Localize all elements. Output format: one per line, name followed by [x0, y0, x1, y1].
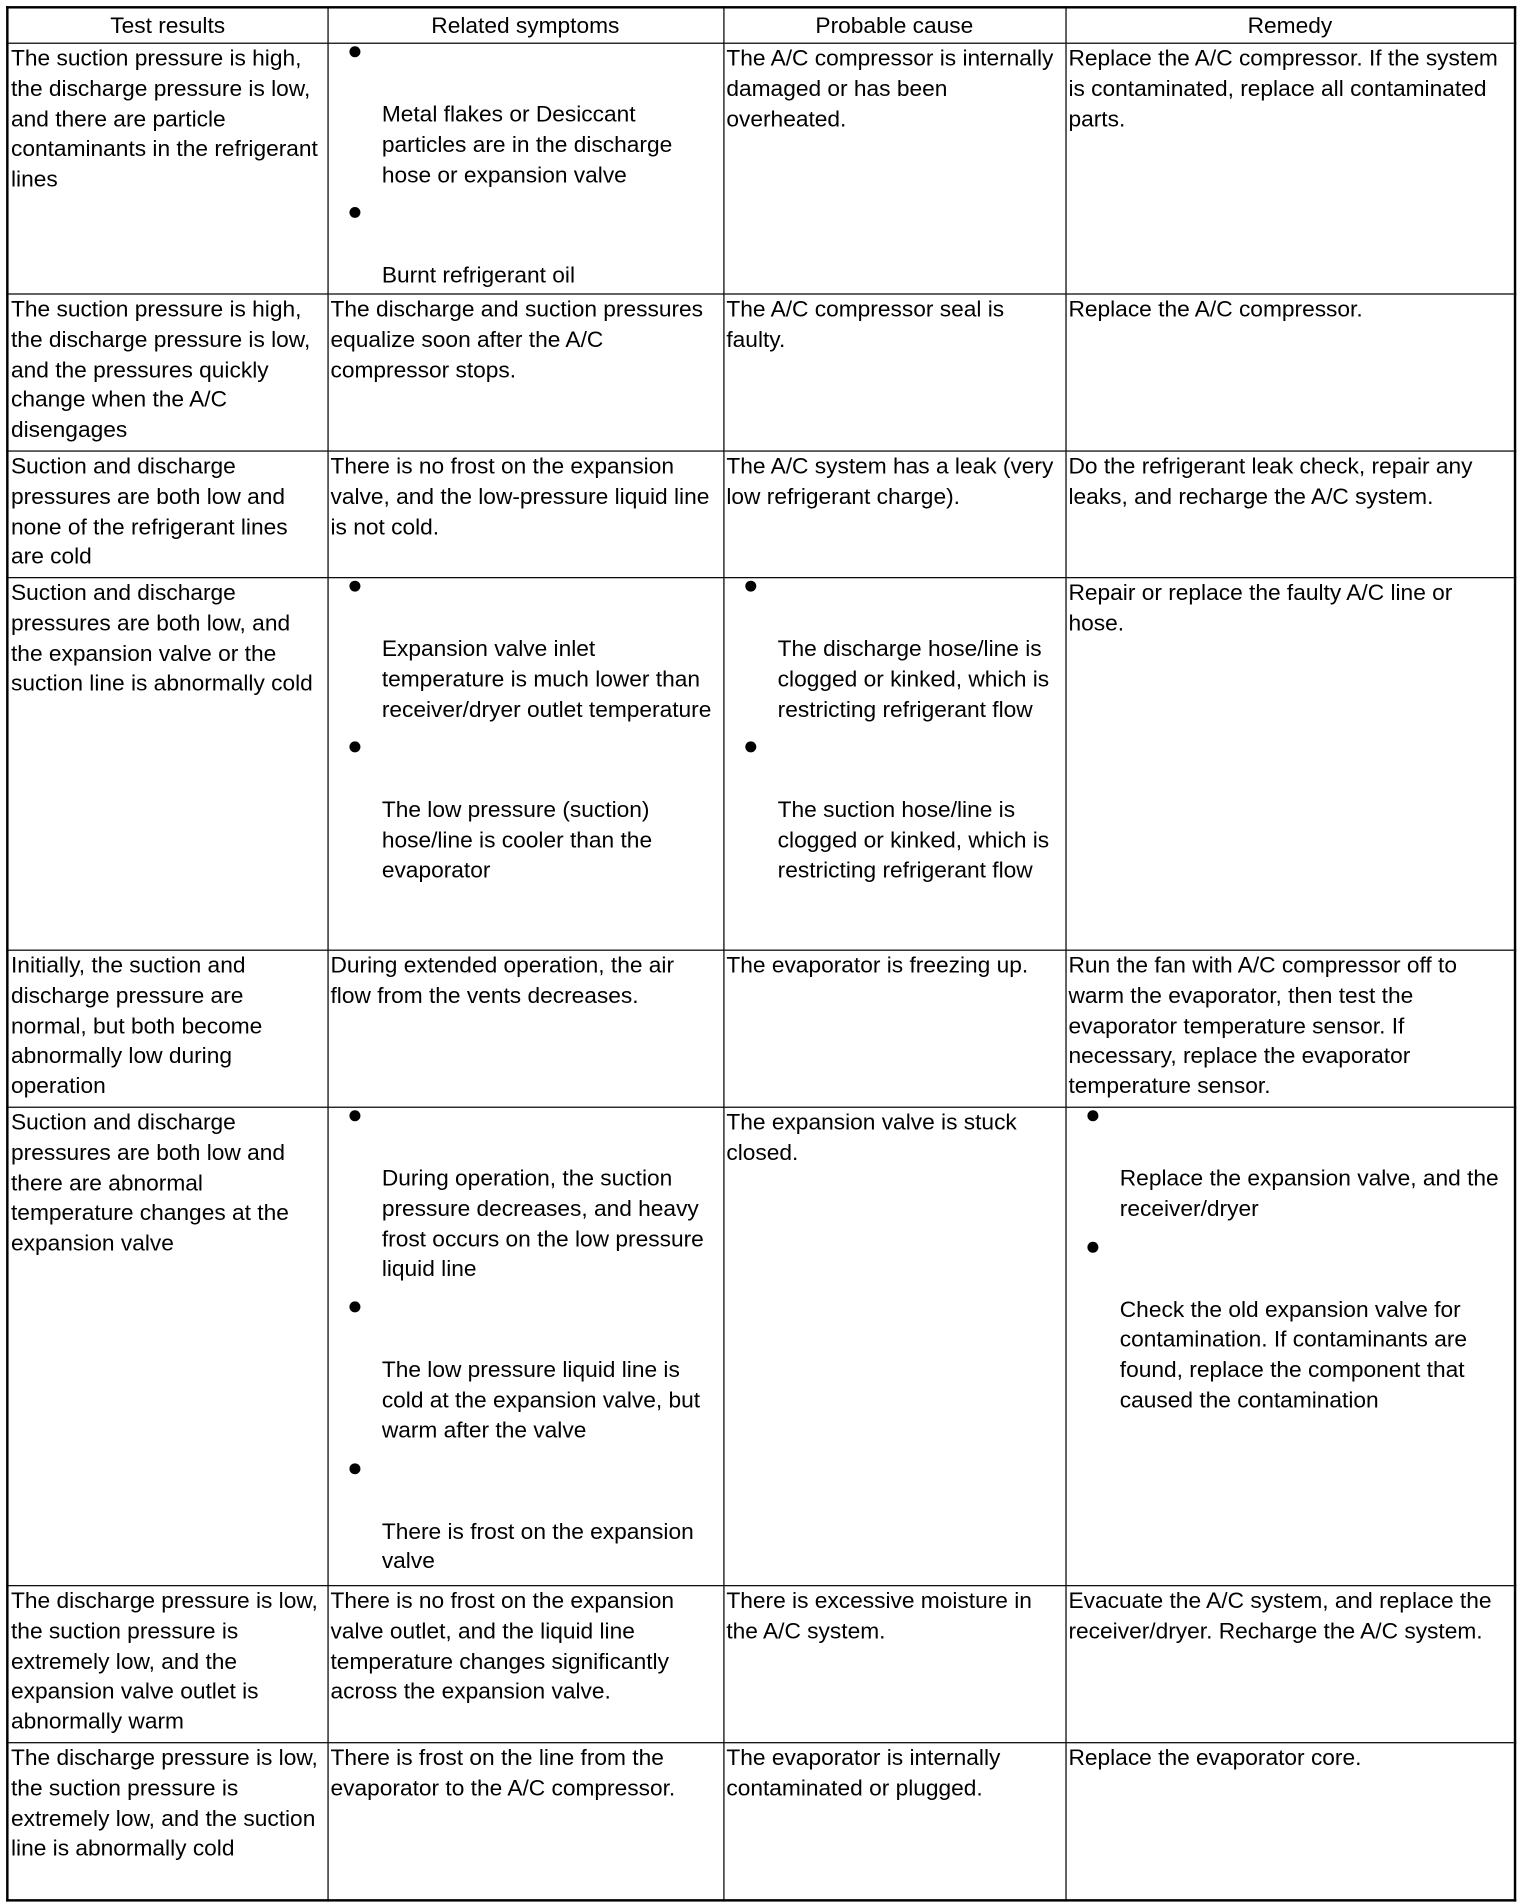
list-item: Metal flakes or Desiccant particles are in the discharge hose or expansion valve: [330, 44, 720, 191]
table-row: [7, 1107, 1515, 1585]
test-result-cell: The suction pressure is high, the discharge pressure is low, and the pressures quickly change when the A/C disengages: [7, 294, 327, 451]
table-row: [7, 43, 1515, 294]
table-row: [7, 451, 1515, 578]
remedy-cell: Evacuate the A/C system, and replace the receiver/dryer. Recharge the A/C system.: [1065, 1586, 1515, 1743]
list-item: The low pressure (suction) hose/line is cooler than the evaporator: [330, 739, 720, 886]
list-item: There is frost on the expansion valve: [330, 1460, 720, 1576]
list-item: The low pressure liquid line is cold at the expansion valve, but warm after the valve: [330, 1299, 720, 1446]
test-result-cell: Initially, the suction and discharge pressure are normal, but both become abnormally low during operation: [7, 950, 327, 1107]
bullet-icon: [349, 1463, 360, 1474]
bullet-icon: [349, 1110, 360, 1121]
cause-cell: The evaporator is internally contaminated or plugged.: [723, 1743, 1065, 1900]
header-test-results: Test results: [7, 7, 327, 43]
cause-cell: The expansion valve is stuck closed.: [723, 1107, 1065, 1585]
list-item: During operation, the suction pressure decreases, and heavy frost occurs on the low pressure liquid line: [330, 1108, 720, 1285]
table-row: [7, 578, 1515, 951]
test-result-cell: Suction and discharge pressures are both low and there are abnormal temperature changes at the expansion valve: [7, 1107, 327, 1585]
bullet-icon: [745, 581, 756, 592]
cause-cell: The A/C system has a leak (very low refrigerant charge).: [723, 451, 1065, 578]
remedy-cell: [1065, 1107, 1515, 1585]
symptoms-cell: There is frost on the line from the evaporator to the A/C compressor.: [327, 1743, 723, 1900]
table-row: [7, 950, 1515, 1107]
header-probable-cause: Probable cause: [723, 7, 1065, 43]
cause-cell: [723, 578, 1065, 951]
cause-cell: The A/C compressor is internally damaged or has been overheated.: [723, 43, 1065, 294]
header-remedy: Remedy: [1065, 7, 1515, 43]
cause-cell: The evaporator is freezing up.: [723, 950, 1065, 1107]
bullet-icon: [349, 46, 360, 57]
remedy-cell: Replace the A/C compressor.: [1065, 294, 1515, 451]
bullet-icon: [1087, 1241, 1098, 1252]
header-row: [7, 7, 1515, 43]
remedy-cell: Replace the A/C compressor. If the system is contaminated, replace all contaminated parts.: [1065, 43, 1515, 294]
ac-diagnosis-table: [6, 6, 1516, 1901]
symptoms-cell: The discharge and suction pressures equalize soon after the A/C compressor stops.: [327, 294, 723, 451]
test-result-cell: The discharge pressure is low, the suction pressure is extremely low, and the suction line is abnormally cold: [7, 1743, 327, 1900]
test-result-cell: The discharge pressure is low, the suction pressure is extremely low, and the expansion valve outlet is abnormally warm: [7, 1586, 327, 1743]
bullet-icon: [349, 581, 360, 592]
cause-cell: There is excessive moisture in the A/C system.: [723, 1586, 1065, 1743]
table-row: [7, 1743, 1515, 1900]
symptoms-cell: During extended operation, the air flow from the vents decreases.: [327, 950, 723, 1107]
symptoms-cell: There is no frost on the expansion valve, and the low-pressure liquid line is not cold.: [327, 451, 723, 578]
list-item: Replace the expansion valve, and the receiver/dryer: [1068, 1108, 1511, 1224]
table-row: [7, 1586, 1515, 1743]
remedy-cell: Replace the evaporator core.: [1065, 1743, 1515, 1900]
test-result-cell: Suction and discharge pressures are both low, and the expansion valve or the suction line is abnormally cold: [7, 578, 327, 951]
bullet-icon: [1087, 1110, 1098, 1121]
bullet-icon: [349, 1302, 360, 1313]
symptoms-cell: [327, 1107, 723, 1585]
list-item: Expansion valve inlet temperature is much lower than receiver/dryer outlet temperature: [330, 578, 720, 725]
list-item: Check the old expansion valve for contamination. If contaminants are found, replace the component that caused the contamination: [1068, 1239, 1511, 1416]
list-item: The suction hose/line is clogged or kinked, which is restricting refrigerant flow: [726, 739, 1062, 886]
test-result-cell: The suction pressure is high, the discharge pressure is low, and there are particle contaminants in the refrigerant lines: [7, 43, 327, 294]
cause-cell: The A/C compressor seal is faulty.: [723, 294, 1065, 451]
symptoms-cell: [327, 43, 723, 294]
symptoms-cell: There is no frost on the expansion valve outlet, and the liquid line temperature changes significantly across the expansion valve.: [327, 1586, 723, 1743]
test-result-cell: Suction and discharge pressures are both low and none of the refrigerant lines are cold: [7, 451, 327, 578]
table-row: [7, 294, 1515, 451]
remedy-cell: Repair or replace the faulty A/C line or hose.: [1065, 578, 1515, 951]
remedy-cell: Run the fan with A/C compressor off to warm the evaporator, then test the evaporator temperature sensor. If necessary, replace the evaporator temperature sensor.: [1065, 950, 1515, 1107]
symptoms-cell: [327, 578, 723, 951]
list-item: The discharge hose/line is clogged or kinked, which is restricting refrigerant flow: [726, 578, 1062, 725]
header-related-symptoms: Related symptoms: [327, 7, 723, 43]
remedy-cell: Do the refrigerant leak check, repair any leaks, and recharge the A/C system.: [1065, 451, 1515, 578]
list-item: Burnt refrigerant oil: [330, 205, 720, 291]
